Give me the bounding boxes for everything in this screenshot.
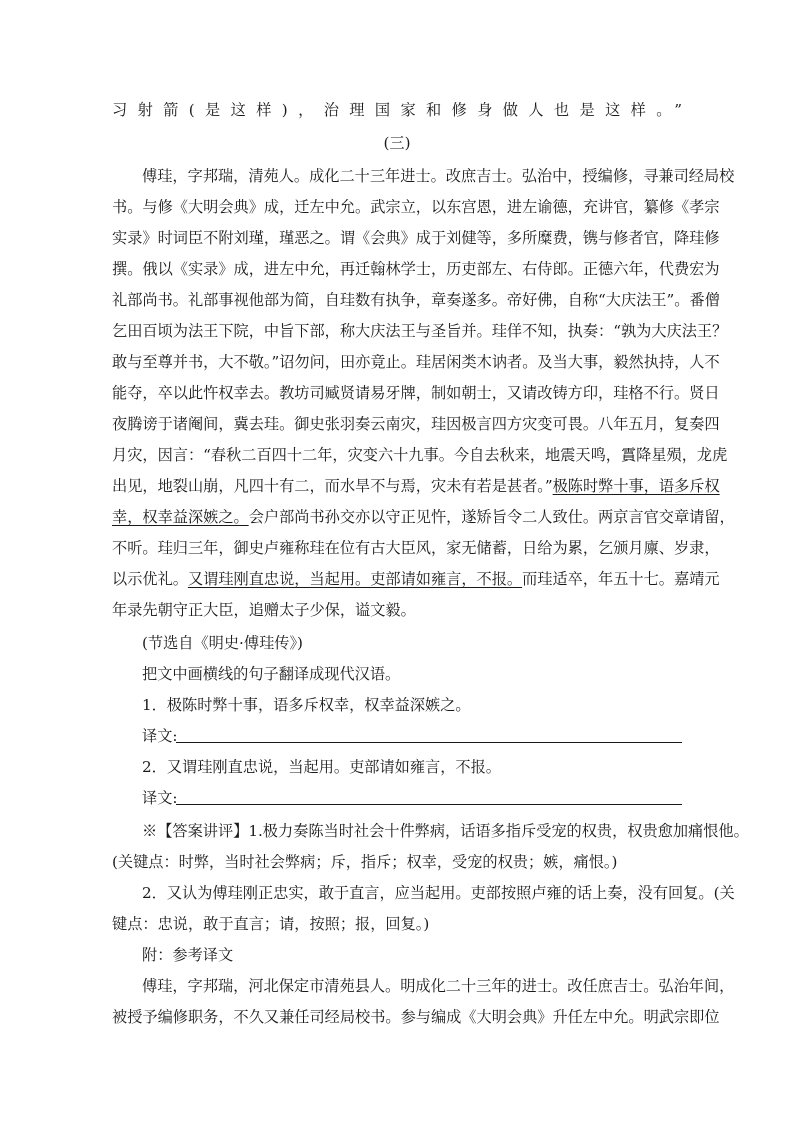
passage-line: 书。与修《大明会典》成，迁左中允。武宗立，以东宫恩，进左谕德，充讲官，纂修《孝宗 xyxy=(112,198,720,216)
answer-line-1[interactable] xyxy=(176,742,682,743)
passage-line: 礼部尚书。礼部事视他部为简，自珪数有执争，章奏遂多。帝好佛，自称“大庆法王”。番僧 xyxy=(112,291,720,309)
question-2: 2．又谓珪刚直忠说，当起用。吏部请如雍言，不报。 xyxy=(142,758,501,776)
passage-line: 不听。珪归三年，御史卢雍称珪在位有古大臣风，家无储蓄，日给为累，乞颁月廪、岁隶， xyxy=(112,539,720,557)
translation-line: 傅珪，字邦瑞，河北保定市清苑县人。明成化二十三年的进士。改任庶吉士。弘治年间， xyxy=(142,977,735,995)
task-instruction: 把文中画横线的句子翻译成现代汉语。 xyxy=(142,665,401,683)
source-citation: (节选自《明史·傅珪传》) xyxy=(142,634,303,652)
question-1: 1．极陈时弊十事，语多斥权幸，权幸益深嫉之。 xyxy=(142,696,471,714)
blank-label: 译文: xyxy=(142,727,178,745)
underlined-sentence-1-end: 幸，权幸益深嫉之。 xyxy=(112,508,249,526)
passage-line: 撰。俄以《实录》成，进左中允，再迁翰林学士，历吏部左、右侍郎。正德六年，代费宏为 xyxy=(112,260,720,278)
answer-line-2[interactable] xyxy=(176,804,682,805)
passage-line: 月灾，因言：“春秋二百四十二年，灾变六十九事。今自去秋来，地震天鸣，霣降星殒，龙虎 xyxy=(112,446,728,464)
blank-label: 译文: xyxy=(142,789,178,807)
passage-text: 以示优礼。 xyxy=(112,570,188,588)
answer-explanation: (关键点：时弊，当时社会弊病；斥，指斥；权幸，受宠的权贵；嫉，痛恨。) xyxy=(112,853,618,871)
section-heading: (三) xyxy=(383,134,411,152)
passage-line: 敢与至尊并书，大不敬。”诏勿问，田亦竟止。珪居闲类木讷者。及当大事，毅然执持，人不 xyxy=(112,353,720,371)
passage-line xyxy=(112,504,735,530)
answer-explanation: ※【答案讲评】1.极力奏陈当时社会十件弊病，话语多指斥受宠的权贵，权贵愈加痛恨他。 xyxy=(142,822,749,840)
previous-section-closing-line: 习射箭(是这样)，治理国家和修身做人也是这样。” xyxy=(112,101,682,119)
answer-explanation: 2．又认为傅珪刚正忠实，敢于直言，应当起用。吏部按照卢雍的话上奏，没有回复。(关 xyxy=(142,884,735,902)
underlined-sentence-2: 又谓珪刚直忠说，当起用。吏部请如雍言，不报。 xyxy=(187,570,523,588)
passage-line: 乞田百顷为法王下院，中旨下部，称大庆法王与圣旨并。珪佯不知，执奏：“孰为大庆法王？ xyxy=(112,322,728,340)
translation-line: 被授予编修职务，不久又兼任司经局校书。参与编成《大明会典》升任左中允。明武宗即位 xyxy=(112,1008,720,1026)
answer-blank-2 xyxy=(142,785,682,811)
underlined-sentence-1: 极陈时弊十事，语多斥权 xyxy=(552,477,720,495)
passage-line: 能夺，卒以此忤权幸去。教坊司臧贤请易牙牌，制如朝士，又请改铸方印，珪格不行。贤日 xyxy=(112,384,720,402)
answer-blank-1 xyxy=(142,723,682,749)
passage-text: 而珪适卒，年五十七。嘉靖元 xyxy=(522,570,720,588)
passage-text: 出见，地裂山崩，凡四十有二，而水旱不与焉，灾未有若是甚者。” xyxy=(112,477,553,495)
passage-text: 会户部尚书孙交亦以守正见忤，遂矫旨令二人致仕。两京言官交章请留， xyxy=(248,508,735,526)
passage-line: 夜腾谤于诸阉间，冀去珪。御史张羽奏云南灾，珪因极言四方灾变可畏。八年五月，复奏四 xyxy=(112,415,720,433)
passage-line xyxy=(112,473,720,499)
passage-line: 实录》时词臣不附刘瑾，瑾恶之。谓《会典》成于刘健等，多所糜费，镌与修者官，降珪修 xyxy=(112,229,720,247)
passage-line: 年录先朝守正大臣，追赠太子少保，谥文毅。 xyxy=(112,601,416,619)
passage-line xyxy=(112,566,720,592)
answer-explanation: 键点：忠说，敢于直言；请，按照；报，回复。) xyxy=(112,915,430,933)
passage-line: 傅珪，字邦瑞，清苑人。成化二十三年进士。改庶吉士。弘治中，授编修，寻兼司经局校 xyxy=(142,167,735,185)
appendix-title: 附：参考译文 xyxy=(142,946,234,964)
